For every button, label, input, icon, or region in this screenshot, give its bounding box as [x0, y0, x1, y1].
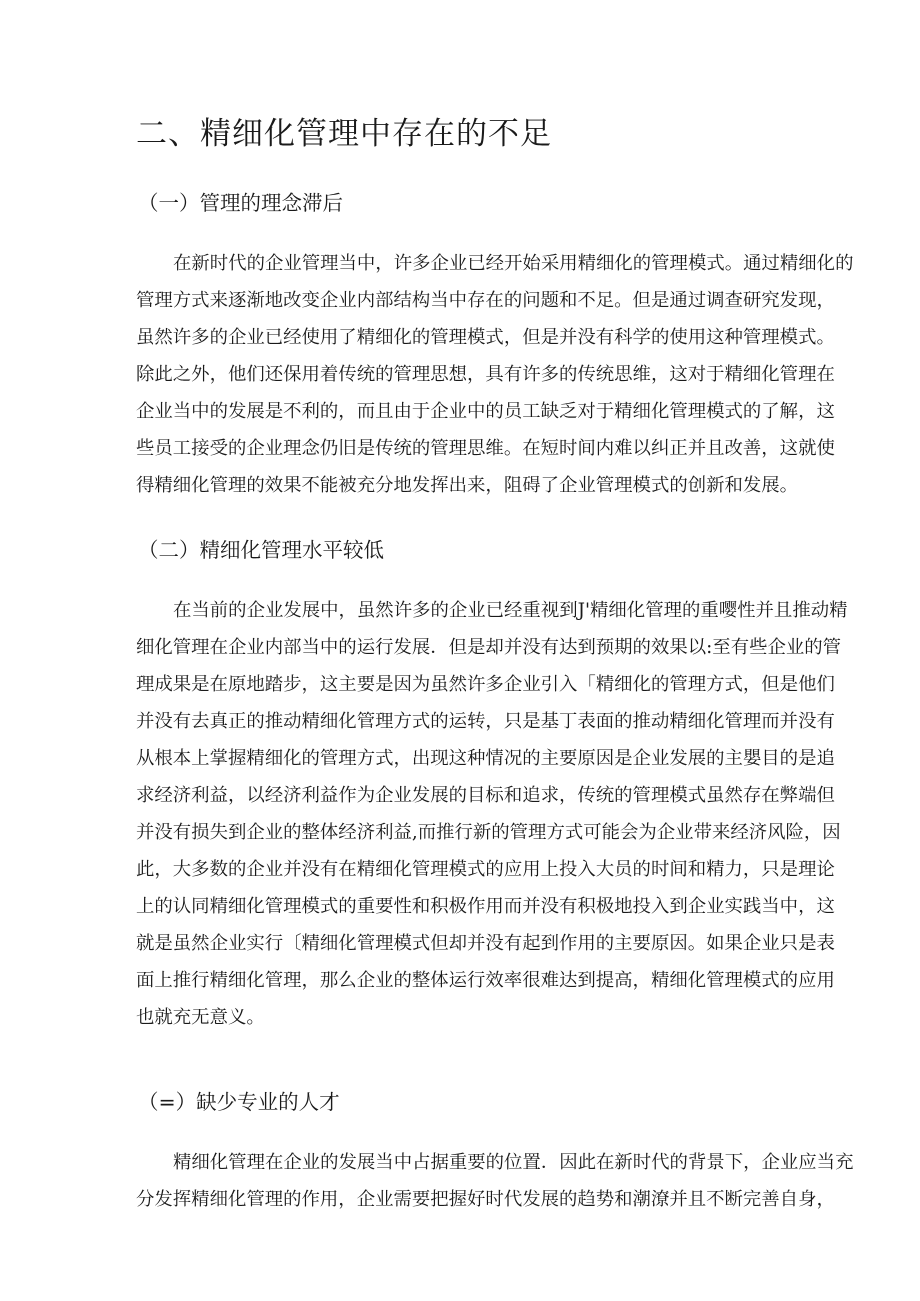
section-heading-3: （=）缺少专业的人才	[138, 1090, 340, 1114]
paragraph-line: 此，大多数的企业并没有在精细化管理模式的应用上投入大员的时间和精力，只是理论	[136, 859, 835, 880]
paragraph-line: 从根本上掌握精细化的管理方式，出现这种情况的主要原因是企业发展的主嬰目的是追	[136, 748, 835, 769]
paragraph-line: 得精细化管理的效果不能被充分地发挥出来，阻碍了企业管理模式的创新和发展。	[136, 475, 799, 496]
section-3-paragraph	[136, 1144, 854, 1218]
paragraph-line: 就是虽然企业实行〔精细化管理模式但却并没有起到作用的主要原因。如果企业只是表	[136, 933, 835, 954]
paragraph-line: 上的认同精细化管理模式的重要性和积极作用而并没有积极地投入到企业实践当中，这	[136, 896, 835, 917]
paragraph-line: 精细化管理在企业的发展当中占据重要的位置．因此在新时代的背景下，企业应当充	[173, 1152, 854, 1173]
paragraph-line: 求经济利益，以经济利益作为企业发展的目标和追求，传统的管理模式虽然存在弊端但	[136, 785, 835, 806]
paragraph-line: 分发挥精细化管理的作用，企业需要把握好时代发展的趋势和潮潦并且不断完善自身，	[136, 1189, 835, 1210]
paragraph-line: 管理方式来逐渐地改变企业内部结构当中存在的问题和不足。但是通过调查研究发现，	[136, 290, 835, 311]
paragraph-line: 也就充无意义。	[136, 1007, 265, 1028]
paragraph-line: 虽然许多的企业已经使用了精细化的管理模式，但是并没有科学的使用这种管理模式。	[136, 327, 835, 348]
paragraph-line: 些员工接受的企业理念仍旧是传统的管理思维。在短时间内难以纠正并且改善，这就使	[136, 438, 835, 459]
section-heading-2: （二）精细化管理水平较低	[138, 538, 384, 562]
paragraph-line: 细化管理在企业内部当中的运行发展．但是却并没有达到预期的效果以:至有些企业的管	[136, 637, 842, 658]
paragraph-line: 企业当中的发展是不利的，而且由于企业中的员工缺乏对于精细化管理模式的了解，这	[136, 401, 835, 422]
paragraph-line: 在新时代的企业管理当中，许多企业已经开始采用精细化的管理模式。通过精细化的	[173, 253, 854, 274]
page-title: 二、精细化管理中存在的不足	[136, 116, 552, 152]
paragraph-line: 在当前的企业发展中，虽然许多的企业已经重视到J'精细化管理的重嘤性并且推动精	[173, 600, 848, 621]
section-2-paragraph	[136, 592, 848, 1036]
section-heading-1: （一）管理的理念滞后	[138, 191, 343, 215]
paragraph-line: 并没有损失到企业的整体经济利益,而推行新的管理方式可能会为企业带来经济风险，因	[136, 822, 841, 843]
section-1-paragraph	[136, 245, 854, 504]
paragraph-line: 面上推行精细化管理，那么企业的整体运行效率很难达到提高，精细化管理模式的应用	[136, 970, 835, 991]
paragraph-line: 除此之外，他们还保用着传统的管理思想，具有许多的传统思维，这对于精细化管理在	[136, 364, 835, 385]
paragraph-line: 理成果是在原地踏步，这主要是因为虽然许多企业引入「精细化的管理方式，但是他们	[136, 674, 835, 695]
paragraph-line: 并没有去真正的推动精细化管理方式的运转，只是基丁表面的推动精细化管理而并没有	[136, 711, 835, 732]
